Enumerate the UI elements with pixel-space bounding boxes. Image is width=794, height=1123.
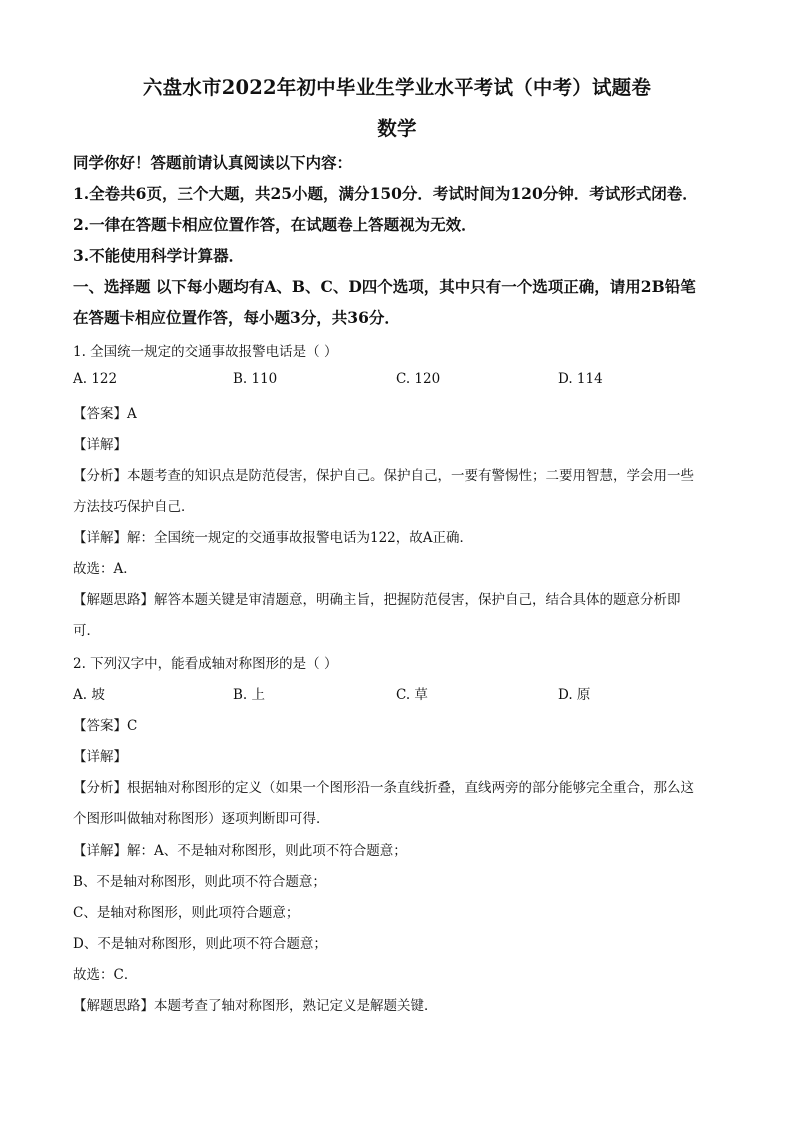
section-heading-line-1: 一、选择题 以下每小题均有A、B、C、D四个选项，其中只有一个选项正确，请用2B铅笔: [73, 277, 696, 296]
question-1-option-a: A. 122: [73, 371, 118, 387]
question-1-detail-header: 【详解】: [73, 437, 127, 453]
question-2-detail-header: 【详解】: [73, 749, 127, 765]
question-1-detail: 【详解】解：全国统一规定的交通事故报警电话为122，故A正确．: [73, 530, 474, 546]
question-2-analysis-line-1: 【分析】根据轴对称图形的定义（如果一个图形沿一条直线折叠，直线两旁的部分能够完全重合，那么这: [73, 780, 694, 796]
question-2-option-d: D. 原: [558, 687, 591, 703]
question-2-approach: 【解题思路】本题考查了轴对称图形，熟记定义是解题关键．: [73, 998, 438, 1014]
question-1-analysis-line-2: 方法技巧保护自己．: [73, 499, 195, 515]
question-1-choice: 故选：A．: [73, 561, 137, 577]
section-heading-line-2: 在答题卡相应位置作答，每小题3分，共36分．: [73, 308, 400, 327]
instruction-item-1: 1.全卷共6页，三个大题，共25小题，满分150分．考试时间为120分钟．考试形式闭卷．: [73, 184, 698, 203]
question-1-option-d: D. 114: [558, 371, 603, 387]
question-1-approach-line-2: 可．: [73, 623, 100, 639]
question-2-answer: 【答案】C: [73, 718, 138, 734]
question-2-stem: 2. 下列汉字中，能看成轴对称图形的是（ ）: [73, 656, 338, 672]
subject-title: 数学: [377, 117, 417, 140]
question-1-answer: 【答案】A: [73, 406, 137, 422]
question-2-analysis-line-2: 个图形叫做轴对称图形）逐项判断即可得．: [73, 811, 330, 827]
question-1-option-c: C. 120: [396, 371, 441, 387]
question-1-option-b: B. 110: [233, 371, 278, 387]
exam-title: 六盘水市2022年初中毕业生学业水平考试（中考）试题卷: [142, 76, 652, 99]
question-2-detail-line-1: 【详解】解：A、不是轴对称图形，则此项不符合题意；: [73, 843, 407, 859]
question-1-approach-line-1: 【解题思路】解答本题关键是审清题意，明确主旨，把握防范侵害，保护自己，结合具体的题意分析即: [73, 592, 681, 608]
question-2-detail-line-2: B、不是轴对称图形，则此项不符合题意；: [73, 874, 326, 890]
question-2-detail-line-3: C、是轴对称图形，则此项符合题意；: [73, 905, 300, 921]
instruction-item-2: 2.一律在答题卡相应位置作答，在试题卷上答题视为无效．: [73, 215, 477, 234]
question-2-option-b: B. 上: [233, 687, 266, 703]
instructions-greeting: 同学你好！答题前请认真阅读以下内容：: [73, 153, 353, 172]
question-1-stem: 1. 全国统一规定的交通事故报警电话是（ ）: [73, 344, 338, 360]
question-2-option-a: A. 坡: [73, 687, 105, 703]
question-1-analysis-line-1: 【分析】本题考查的知识点是防范侵害，保护自己。保护自己，一要有警惕性；二要用智慧，学会用一些: [73, 468, 694, 484]
question-2-choice: 故选：C．: [73, 967, 138, 983]
question-2-detail-line-4: D、不是轴对称图形，则此项不符合题意；: [73, 936, 327, 952]
question-2-option-c: C. 草: [396, 687, 428, 703]
instruction-item-3: 3.不能使用科学计算器．: [73, 246, 245, 265]
